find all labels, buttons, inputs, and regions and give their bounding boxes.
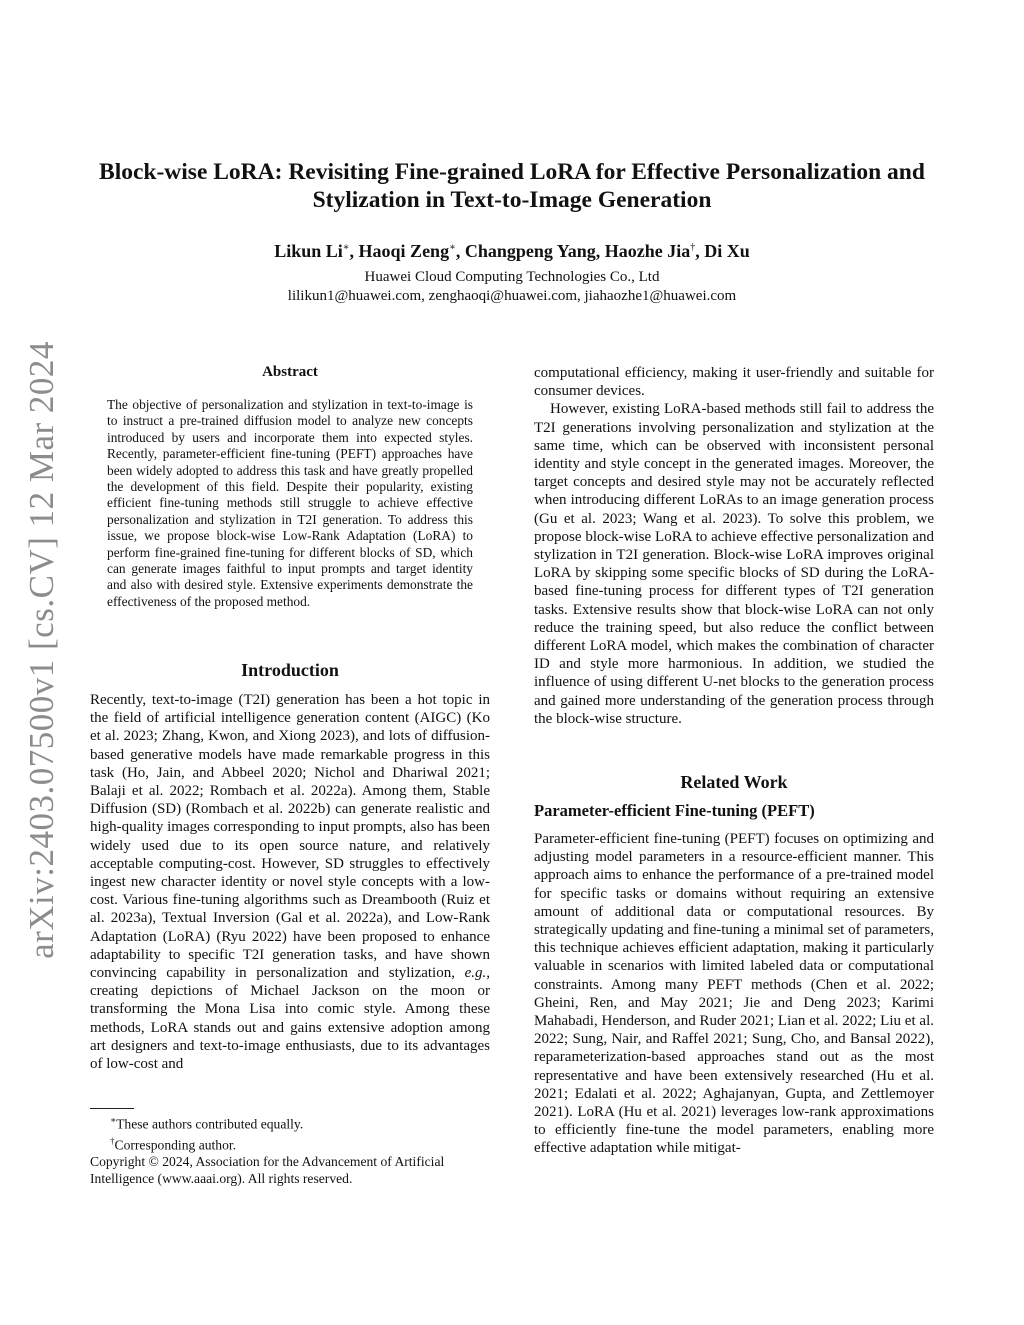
arxiv-identifier <box>10 341 74 959</box>
intro-text-part-1: Recently, text-to-image (T2I) generation has been a hot topic in the field of artificial intelligence generation content (AIGC) (Ko et al. 2023; Zhang, Kwon, and Xiong 2023), and lots of diffusion-based generative models have made remarkable progress in this task (Ho, Jain, and Abbeel 2020; Nichol and Dhariwal 2021; Balaji et al. 2022; Rombach et al. 2022a). Among them, Stable Diffusion (SD) (Rombach et al. 2022b) can generate realistic and high-quality images corresponding to input prompts, also has been widely used due to its open source nature, and relatively acceptable computing-cost. However, SD struggles to effectively ingest new character identity or novel style concepts with a low-cost. Various fine-tuning algorithms such as Dreambooth (Ruiz et al. 2023a), Textual Inversion (Gal et al. 2022a), and Low-Rank Adaptation (LoRA) (Ryu 2022) have been proposed to enhance adaptability to specific T2I generation tasks, and have shown convincing capability in personalization and stylization, <box>90 692 490 982</box>
paper-title: Block-wise LoRA: Revisiting Fine-grained LoRA for Effective Personalization and Stylization in Text-to-Image Generation <box>99 159 925 213</box>
footnote-corresponding-author <box>90 1133 490 1154</box>
introduction-paragraph-2: However, existing LoRA-based methods still fail to address the T2I generations involving personalization and stylization at the same time, which can be observed with inconsistent personal identity and style concept in the generated images. Moreover, the target concepts and desired style may not be accurately reflected when introducing different LoRAs to an image generation process (Gu et al. 2023; Wang et al. 2023). To solve this problem, we propose block-wise LoRA to achieve effective personalization and stylization in T2I generation. Block-wise LoRA improves original LoRA by skipping some specific blocks of SD during the LoRA-based fine-tuning process for different types of T2I generation tasks. Extensive results show that block-wise LoRA can not only reduce the training speed, but also reduce the conflict between different LoRA model, which makes the combination of character ID and style more harmonious. In addition, we studied the influence of using different U-net blocks to the generation process and gained more understanding of the generation process through the block-wise structure. <box>534 401 934 727</box>
abstract-text: The objective of personalization and stylization in text-to-image is to instruct a pre-trained diffusion model to analyze new concepts introduced by users and incorporate them into expected styles. Recently, parameter-efficient fine-tuning (PEFT) approaches have been widely adopted to address this task and have greatly propelled the development of this field. Despite their popularity, existing efficient fine-tuning methods still struggle to achieve effective personalization and stylization in T2I generation. To address this issue, we propose block-wise Low-Rank Adaptation (LoRA) to perform fine-grained fine-tuning for different blocks of SD, which can generate images faithful to input prompts and target identity and also with desired style. Extensive experiments demonstrate the effectiveness of the proposed method. <box>107 397 473 609</box>
introduction-paragraph-1-continued: computational efficiency, making it user-friendly and suitable for consumer devices. <box>534 365 934 400</box>
footnote-mark: † <box>110 1135 115 1146</box>
introduction-heading: Introduction <box>241 660 339 680</box>
footnotes <box>90 1108 490 1187</box>
intro-emphasis: e.g., <box>464 965 490 982</box>
author-mark: ∗ <box>342 242 350 253</box>
introduction-paragraph-1 <box>90 691 490 1073</box>
peft-subheading: Parameter-efficient Fine-tuning (PEFT) <box>534 801 815 820</box>
affiliation: Huawei Cloud Computing Technologies Co., Ltd <box>364 269 660 285</box>
author-name: Haozhe Jia <box>604 241 691 261</box>
left-column-body <box>90 691 490 1073</box>
author-separator: , <box>455 241 465 261</box>
author-name: Likun Li <box>274 241 343 261</box>
related-work-heading: Related Work <box>680 772 788 792</box>
arxiv-identifier-text: arXiv:2403.07500v1 [cs.CV] 12 Mar 2024 <box>22 341 61 959</box>
author-name: Di Xu <box>704 241 750 261</box>
author-separator: , <box>349 241 359 261</box>
copyright-notice: Copyright © 2024, Association for the Advancement of Artificial Intelligence (www.aaai.org). All rights reserved. <box>90 1154 445 1187</box>
footnote-text: These authors contributed equally. <box>116 1116 304 1132</box>
author-name: Haoqi Zeng <box>358 241 450 261</box>
peft-paragraph: Parameter-efficient fine-tuning (PEFT) focuses on optimizing and adjusting model parameters in a resource-efficient manner. This approach aims to enhance the performance of a pre-trained model for specific tasks or domains without requiring an extensive amount of additional data or computational resources. By strategically updating and fine-tuning a minimal set of parameters, this technique achieves efficient adaptation, making it particularly valuable in scenarios with limited labeled data or computational constraints. Among many PEFT methods (Chen et al. 2022; Gheini, Ren, and May 2021; Jie and Deng 2023; Karimi Mahabadi, Henderson, and Ruder 2021; Lian et al. 2022; Liu et al. 2022; Sung, Nair, and Raffel 2021; Sung, Cho, and Bansal 2022), reparameterization-based approaches stand out as the most representative and have been extensively researched (Hu et al. 2021; Edalati et al. 2022; Aghajanyan, Gupta, and Zettlemoyer 2021). LoRA (Hu et al. 2021) leverages low-rank approximations to efficiently fine-tune the model parameters, enabling more effective adaptation while mitigat- <box>534 831 934 1157</box>
footnote-equal-contribution <box>90 1112 490 1133</box>
related-work-body <box>534 830 934 1158</box>
affiliation-block <box>80 268 944 306</box>
author-separator: , <box>595 241 605 261</box>
footnote-mark: ∗ <box>110 1115 117 1125</box>
author-mark: † <box>690 242 696 253</box>
author-emails: lilikun1@huawei.com, zenghaoqi@huawei.com, jiahaozhe1@huawei.com <box>287 288 737 304</box>
author-list <box>80 237 944 262</box>
author-name: Changpeng Yang <box>464 241 596 261</box>
author-mark: ∗ <box>449 242 456 253</box>
footnote-rule <box>90 1108 134 1109</box>
intro-text-part-2: creating depictions of Michael Jackson on the moon or transforming the Mona Lisa into comic style. Among these methods, LoRA stands out and gains extensive adoption among art designers and text-to-image enthusiasts, due to its advantages of low-cost and <box>90 983 490 1073</box>
author-separator: , <box>695 241 705 261</box>
footnote-text: Corresponding author. <box>114 1137 237 1153</box>
right-column-body <box>534 364 934 728</box>
abstract-heading: Abstract <box>262 364 318 380</box>
